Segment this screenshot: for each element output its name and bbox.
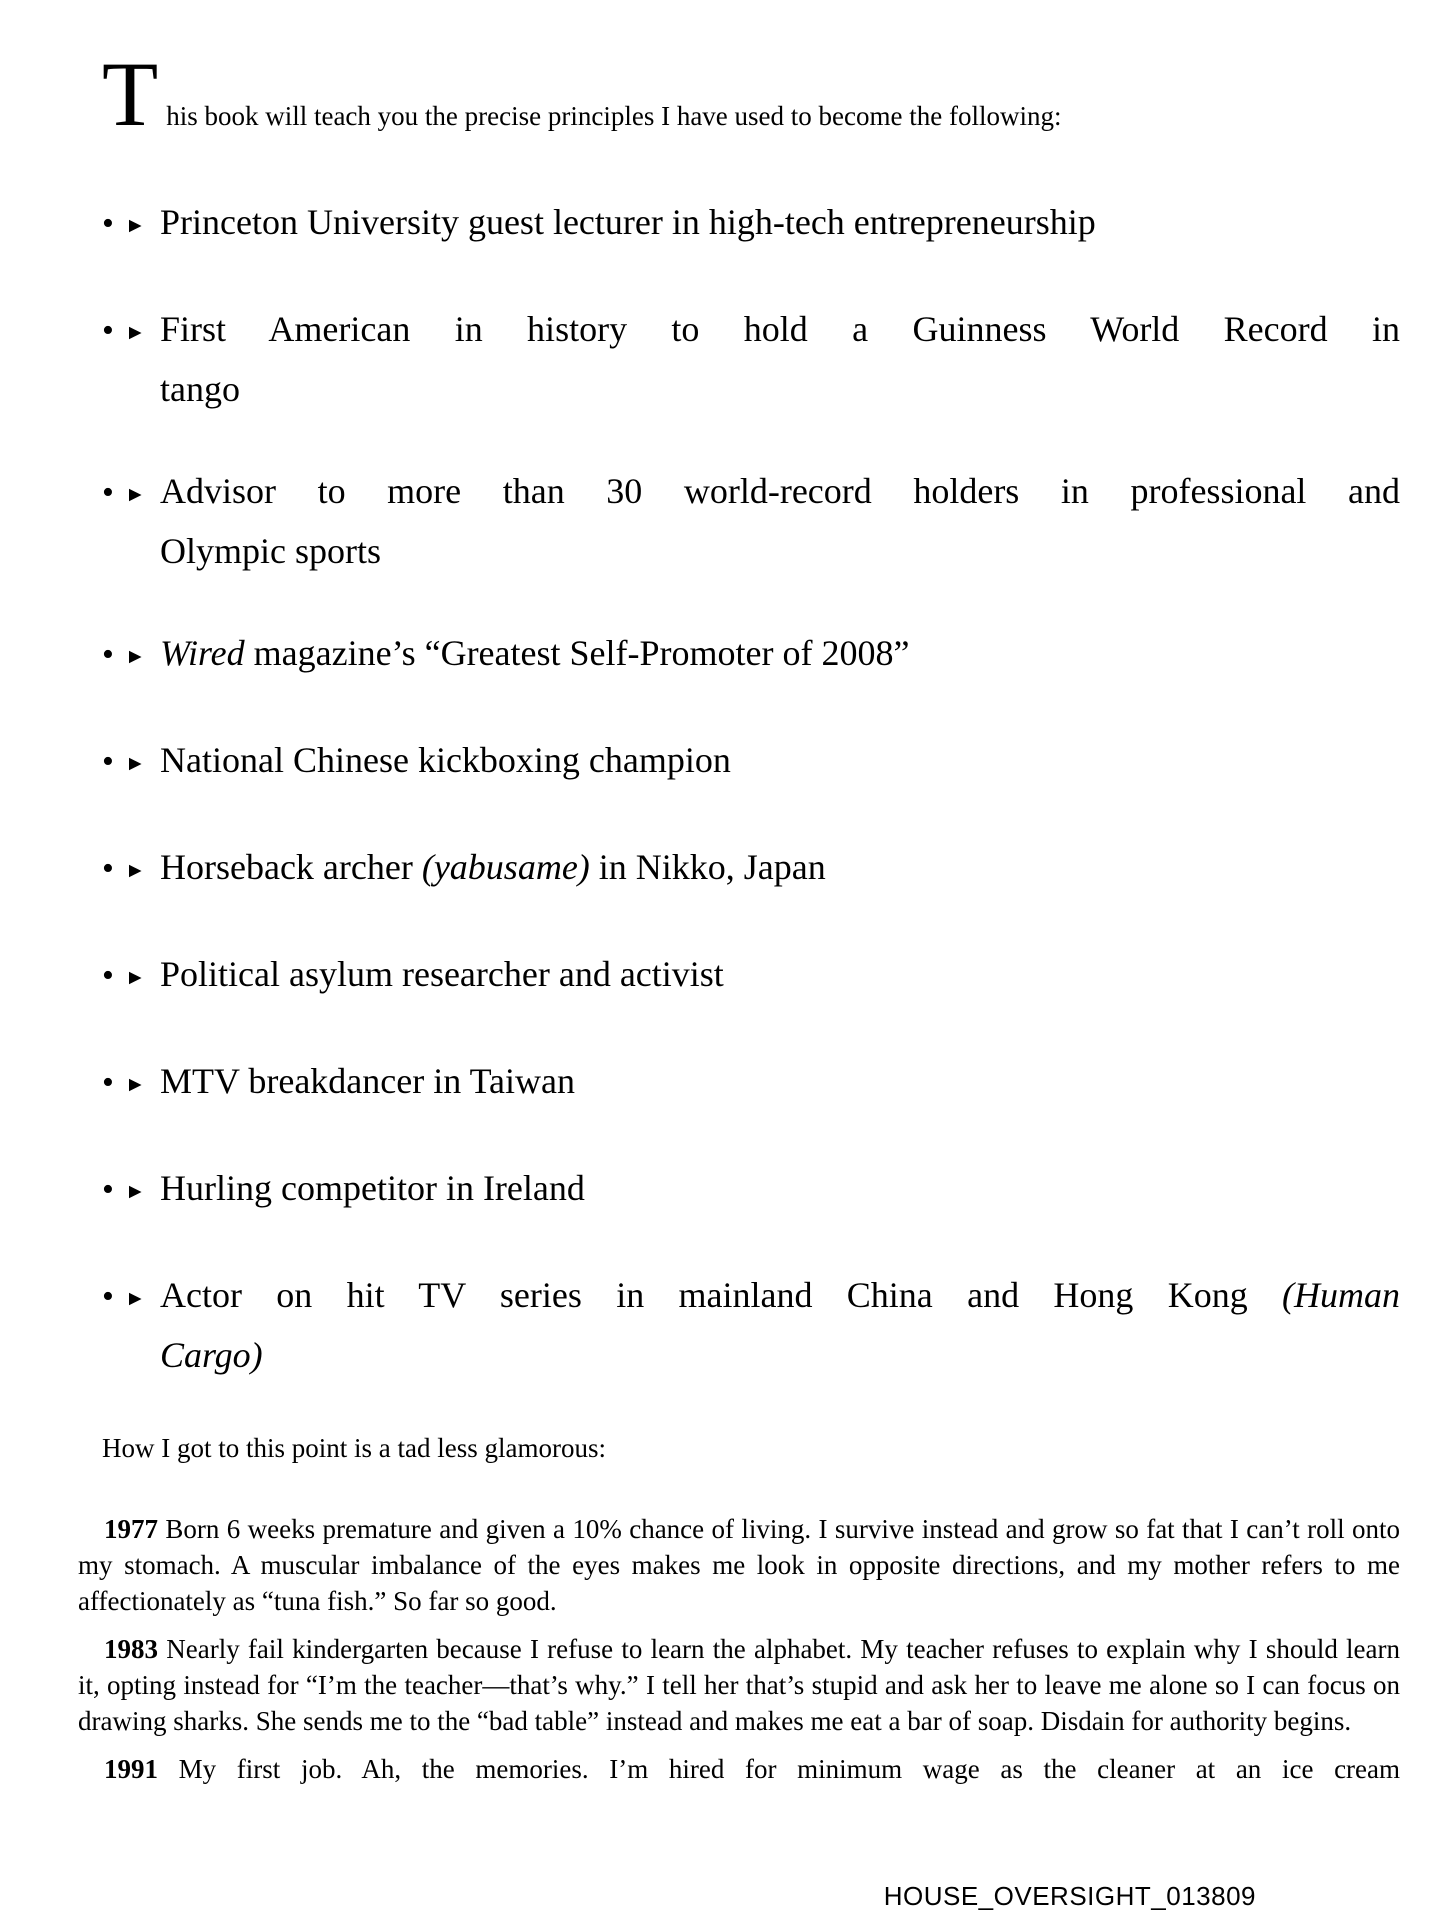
list-item-text: First American in history to hold a Guinness World Record in tango (160, 309, 1400, 409)
timeline-text: Nearly fail kindergarten because I refuse to learn the alphabet. My teacher refuses to explain why I should learn it, opting instead for “I’m the teacher—that’s why.” I tell her that’s stupid and ask her to leave me alone so I can focus on drawing sharks. She sends me to the “bad table” instead and makes me eat a bar of soap. Disdain for authority begins. (78, 1634, 1401, 1736)
bullet-arrow-icon: ► (124, 482, 146, 506)
timeline-entry-1983 (78, 1631, 1400, 1739)
timeline-year: 1991 (104, 1754, 158, 1784)
bullet-arrow-icon: ► (124, 1072, 146, 1096)
bullet-dot-icon: • (102, 474, 114, 511)
timeline-text: My first job. Ah, the memories. I’m hired for minimum wage as the cleaner at an ice cream (178, 1754, 1401, 1784)
timeline-year: 1977 (104, 1514, 158, 1544)
bullet-marker (102, 192, 160, 257)
bullet-marker (102, 944, 160, 1009)
bullet-arrow-icon: ► (124, 644, 146, 668)
bullet-marker (102, 623, 160, 688)
list-item-text: Advisor to more than 30 world-record holders in professional and Olympic sports (160, 471, 1400, 571)
list-item-text: Hurling competitor in Ireland (160, 1168, 585, 1208)
list-item-text: Political asylum researcher and activist (160, 954, 724, 994)
intro-paragraph (78, 43, 1400, 145)
bullet-marker (102, 837, 160, 902)
bullet-arrow-icon: ► (124, 965, 146, 989)
bullet-dot-icon: • (102, 850, 114, 887)
list-item-text: National Chinese kickboxing champion (160, 740, 731, 780)
list-item (102, 623, 1400, 688)
accomplishments-list (78, 192, 1400, 1385)
timeline-text: Born 6 weeks premature and given a 10% chance of living. I survive instead and grow so fat that I can’t roll onto my stomach. A muscular imbalance of the eyes makes me look in opposite directions, and my mother refers to me affectionately as “tuna fish.” So far so good. (78, 1514, 1400, 1616)
bullet-arrow-icon: ► (124, 320, 146, 344)
bullet-dot-icon: • (102, 312, 114, 349)
list-item-text: MTV breakdancer in Taiwan (160, 1061, 576, 1101)
bullet-arrow-icon: ► (124, 1286, 146, 1310)
list-item-text: Wired magazine’s “Greatest Self-Promoter of 2008” (160, 633, 910, 673)
bullet-dot-icon: • (102, 1064, 114, 1101)
bates-number: HOUSE_OVERSIGHT_013809 (883, 1881, 1256, 1911)
bullet-arrow-icon: ► (124, 1179, 146, 1203)
timeline-year: 1983 (104, 1634, 158, 1664)
bullet-marker (102, 461, 160, 581)
bullet-marker (102, 1265, 160, 1385)
bullet-marker (102, 299, 160, 419)
list-item (102, 1265, 1400, 1385)
list-item (102, 1158, 1400, 1223)
bullet-marker (102, 730, 160, 795)
bullet-arrow-icon: ► (124, 858, 146, 882)
timeline-entry-1977 (78, 1511, 1400, 1619)
timeline-entry-1991 (78, 1751, 1400, 1787)
list-item (102, 1051, 1400, 1116)
bullet-dot-icon: • (102, 743, 114, 780)
list-item (102, 299, 1400, 419)
list-item (102, 730, 1400, 795)
bullet-dot-icon: • (102, 957, 114, 994)
bullet-marker (102, 1051, 160, 1116)
bullet-dot-icon: • (102, 636, 114, 673)
bullet-dot-icon: • (102, 1171, 114, 1208)
list-item (102, 837, 1400, 902)
list-item (102, 461, 1400, 581)
drop-cap: T (102, 43, 161, 145)
list-item (102, 192, 1400, 257)
bullet-marker (102, 1158, 160, 1223)
intro-text: his book will teach you the precise principles I have used to become the following: (166, 101, 1062, 131)
list-item-text: Actor on hit TV series in mainland China and Hong Kong (Human Cargo) (160, 1275, 1400, 1375)
bullet-arrow-icon: ► (124, 213, 146, 237)
list-item (102, 944, 1400, 1009)
lead-in-sentence: How I got to this point is a tad less glamorous: (102, 1433, 606, 1463)
list-item-text: Horseback archer (yabusame) in Nikko, Japan (160, 847, 826, 887)
bullet-dot-icon: • (102, 1278, 114, 1315)
timeline-section (78, 1511, 1400, 1787)
bullet-dot-icon: • (102, 205, 114, 242)
list-item-text: Princeton University guest lecturer in high-tech entrepreneurship (160, 202, 1096, 242)
bullet-arrow-icon: ► (124, 751, 146, 775)
